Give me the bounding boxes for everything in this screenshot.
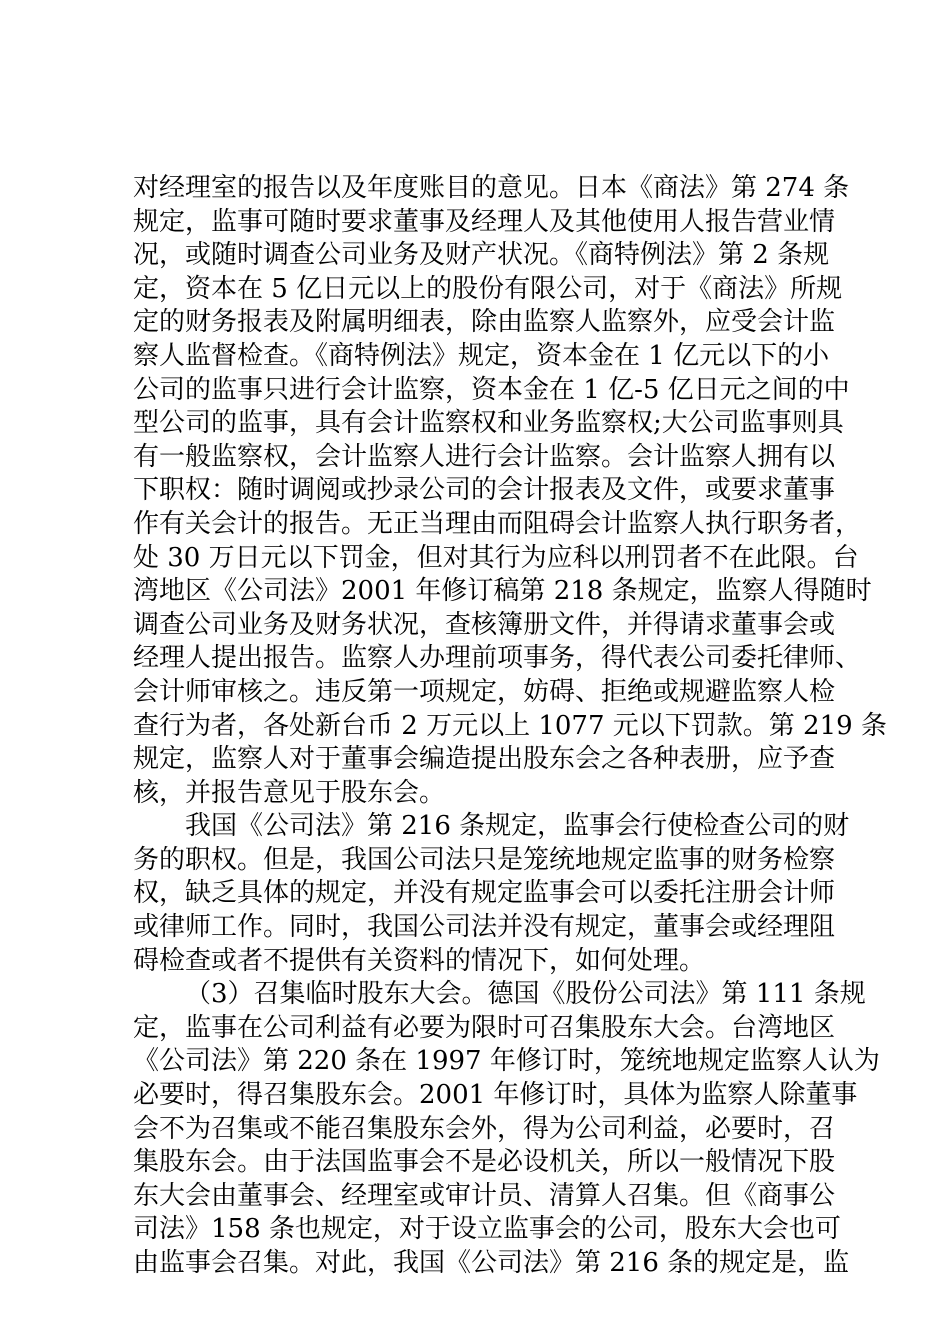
text-line: 碍检查或者不提供有关资料的情况下，如何处理。 (133, 945, 706, 976)
text-line: 有一般监察权，会计监察人进行会计监察。会计监察人拥有以 (133, 441, 836, 472)
text-line: 东大会由董事会、经理室或审计员、清算人召集。但《商事公 (133, 1180, 836, 1211)
text-line: 规定，监事可随时要求董事及经理人及其他使用人报告营业情 (133, 206, 836, 237)
text-line: 公司的监事只进行会计监察，资本金在 1 亿-5 亿日元之间的中 (133, 374, 850, 405)
text-line: 湾地区《公司法》2001 年修订稿第 218 条规定，监察人得随时 (133, 576, 872, 607)
text-line: （3）召集临时股东大会。德国《股份公司法》第 111 条规 (185, 979, 866, 1010)
text-line: 集股东会。由于法国监事会不是必设机关，所以一般情况下股 (133, 1147, 836, 1178)
text-line: 司法》158 条也规定，对于设立监事会的公司，股东大会也可 (133, 1214, 841, 1245)
text-line: 况，或随时调查公司业务及财产状况。《商特例法》第 2 条规 (133, 240, 830, 271)
text-line: 或律师工作。同时，我国公司法并没有规定，董事会或经理阻 (133, 912, 836, 943)
paragraph-2 (133, 810, 850, 978)
text-line: 定，监事在公司利益有必要为限时可召集股东大会。台湾地区 (133, 1012, 836, 1043)
text-line: 定，资本在 5 亿日元以上的股份有限公司，对于《商法》所规 (133, 273, 843, 304)
text-line: 处 30 万日元以下罚金，但对其行为应科以刑罚者不在此限。台 (133, 542, 859, 573)
paragraph-1 (133, 172, 887, 810)
text-line: 《公司法》第 220 条在 1997 年修订时，笼统地规定监察人认为 (133, 1046, 880, 1077)
text-line: 经理人提出报告。监察人办理前项事务，得代表公司委托律师、 (133, 643, 862, 674)
text-line: 必要时，得召集股东会。2001 年修订时，具体为监察人除董事 (133, 1080, 858, 1111)
text-line: 由监事会召集。对此，我国《公司法》第 216 条的规定是，监 (133, 1248, 850, 1278)
text-line: 查行为者，各处新台币 2 万元以上 1077 元以下罚款。第 219 条 (133, 710, 887, 741)
text-line: 会不为召集或不能召集股东会外，得为公司利益，必要时，召 (133, 1113, 836, 1144)
text-line: 对经理室的报告以及年度账目的意见。日本《商法》第 274 条 (133, 173, 850, 203)
text-line: 务的职权。但是，我国公司法只是笼统地规定监事的财务检察 (133, 844, 836, 875)
text-line: 察人监督检查。《商特例法》规定，资本金在 1 亿元以下的小 (133, 340, 830, 371)
text-line: 权，缺乏具体的规定，并没有规定监事会可以委托注册会计师 (133, 878, 836, 909)
text-line: 调查公司业务及财务状况，查核簿册文件，并得请求董事会或 (133, 609, 836, 640)
text-line: 会计师审核之。违反第一项规定，妨碍、拒绝或规避监察人检 (133, 676, 836, 707)
document-body (133, 172, 887, 1281)
text-line: 型公司的监事，具有会计监察权和业务监察权;大公司监事则具 (133, 408, 844, 439)
text-line: 规定，监察人对于董事会编造提出股东会之各种表册，应予查 (133, 744, 836, 775)
text-line: 作有关会计的报告。无正当理由而阻碍会计监察人执行职务者， (133, 508, 862, 539)
text-line: 我国《公司法》第 216 条规定，监事会行使检查公司的财 (185, 811, 850, 842)
text-line: 核，并报告意见于股东会。 (133, 777, 446, 808)
paragraph-3 (133, 978, 880, 1280)
text-line: 定的财务报表及附属明细表，除由监察人监察外，应受会计监 (133, 307, 836, 338)
text-line: 下职权：随时调阅或抄录公司的会计报表及文件，或要求董事 (133, 475, 836, 506)
